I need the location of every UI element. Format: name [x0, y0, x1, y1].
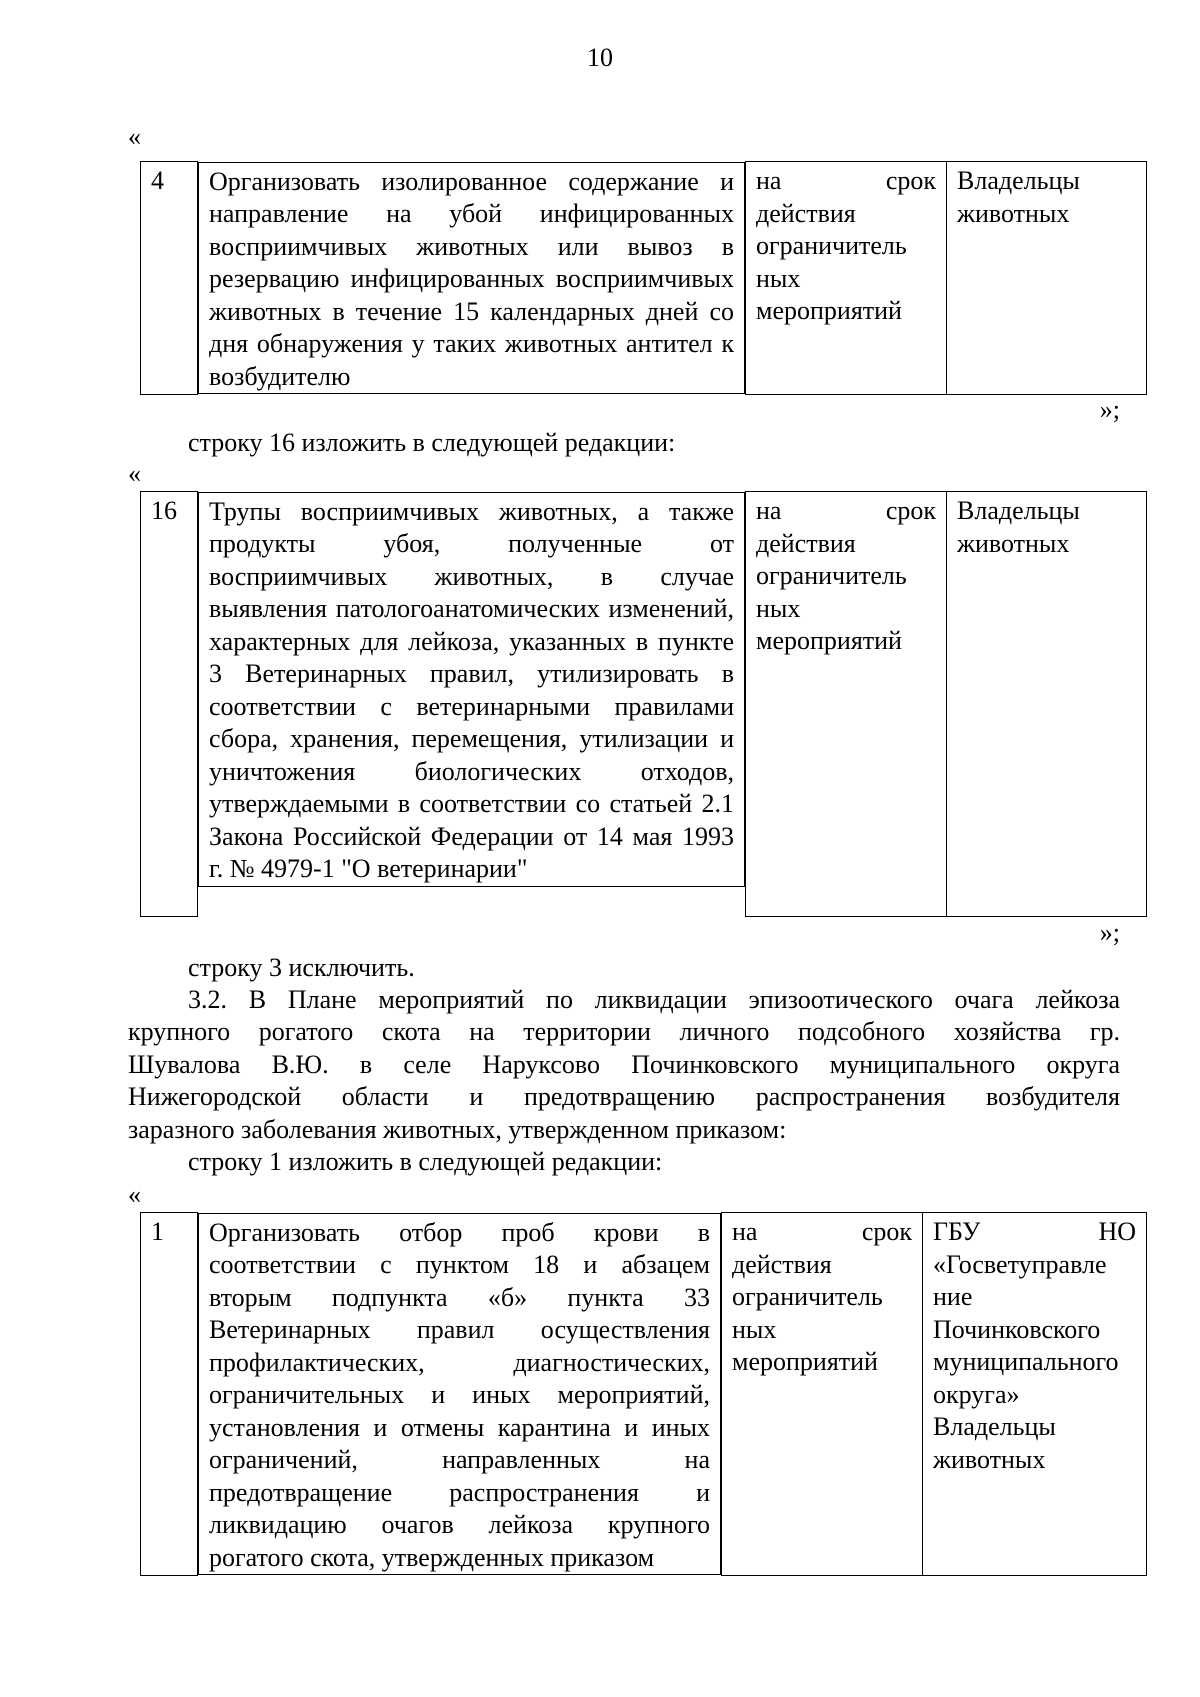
measure-text: Организовать отбор проб крови в соответствии с пунктом 18 и абзацем вторым подпункта «б» пункта 33 Ветеринарных правил осуществления профилактических, диагностических, ограничительных и иных мероприятий, установления и отмены карантина и иных ограничений, направленных на предотвращение распространения и ликвидацию очагов лейкоза крупного рогатого скота, утвержденных приказом — [198, 1213, 721, 1576]
closing-quote: »; — [1099, 918, 1120, 947]
opening-quote: « — [128, 122, 141, 151]
table-row-16 — [140, 491, 1147, 917]
responsible-cell — [923, 1213, 1147, 1576]
measure-text: Трупы восприимчивых животных, а также продукты убоя, полученные от восприимчивых животных, в случае выявления патологоанатомических изменений, характерных для лейкоза, указанных в пункте 3 Ветеринарных правил, утилизировать в соответствии с ветеринарными правилами сбора, хранения, перемещения, утилизации и уничтожения биологических отходов, утверждаемыми в соответствии со статьей 2.1 Закона Российской Федерации от 14 мая 1993 г. № 4979-1 "О ветеринарии" — [198, 492, 745, 887]
term-line1: на срок — [756, 496, 936, 525]
closing-quote: »; — [1099, 395, 1120, 424]
term-line1: на срок — [732, 1217, 912, 1246]
paragraph-3-2-line5: заразного заболевания животных, утвержденном приказом: — [128, 1115, 787, 1144]
opening-quote: « — [128, 1180, 141, 1209]
responsible-cell: Владельцы животных — [947, 162, 1147, 395]
row-number: 16 — [141, 492, 198, 917]
term-cell — [746, 162, 947, 395]
instruction-row16: строку 16 изложить в следующей редакции: — [188, 428, 676, 457]
responsible-cell: Владельцы животных — [947, 492, 1147, 917]
opening-quote: « — [128, 459, 141, 488]
term-line1: на срок — [756, 166, 936, 195]
term-cell — [746, 492, 947, 917]
paragraph-3-2-line4: Нижегородской области и предотвращению распространения возбудителя — [128, 1082, 1120, 1111]
row-number: 1 — [141, 1213, 198, 1576]
term-cell — [722, 1213, 923, 1576]
table-row-1 — [140, 1212, 1147, 1576]
responsible-rest: «Госветуправле ние Починковского муниципального округа» Владельцы животных — [933, 1249, 1119, 1474]
term-rest: действия ограничитель ных мероприятий — [732, 1249, 883, 1376]
instruction-row1: строку 1 изложить в следующей редакции: — [188, 1147, 663, 1176]
page-number: 10 — [587, 43, 613, 72]
paragraph-3-2-line3: Шувалова В.Ю. в селе Наруксово Починковского муниципального округа — [128, 1050, 1120, 1079]
measure-text: Организовать изолированное содержание и направление на убой инфицированных восприимчивых животных или вывоз в резервацию инфицированных восприимчивых животных в течение 15 календарных дней со дня обнаружения у таких животных антител к возбудителю — [198, 162, 745, 395]
table-row-4 — [140, 161, 1147, 395]
paragraph-3-2-line2: крупного рогатого скота на территории личного подсобного хозяйства гр. — [128, 1017, 1120, 1046]
paragraph-3-2-line1: 3.2. В Плане мероприятий по ликвидации эпизоотического очага лейкоза — [188, 985, 1120, 1014]
term-rest: действия ограничитель ных мероприятий — [756, 528, 907, 655]
term-rest: действия ограничитель ных мероприятий — [756, 198, 907, 325]
instruction-row3: строку 3 исключить. — [188, 953, 415, 982]
responsible-line1: ГБУ НО — [933, 1217, 1136, 1246]
row-number: 4 — [141, 162, 198, 395]
